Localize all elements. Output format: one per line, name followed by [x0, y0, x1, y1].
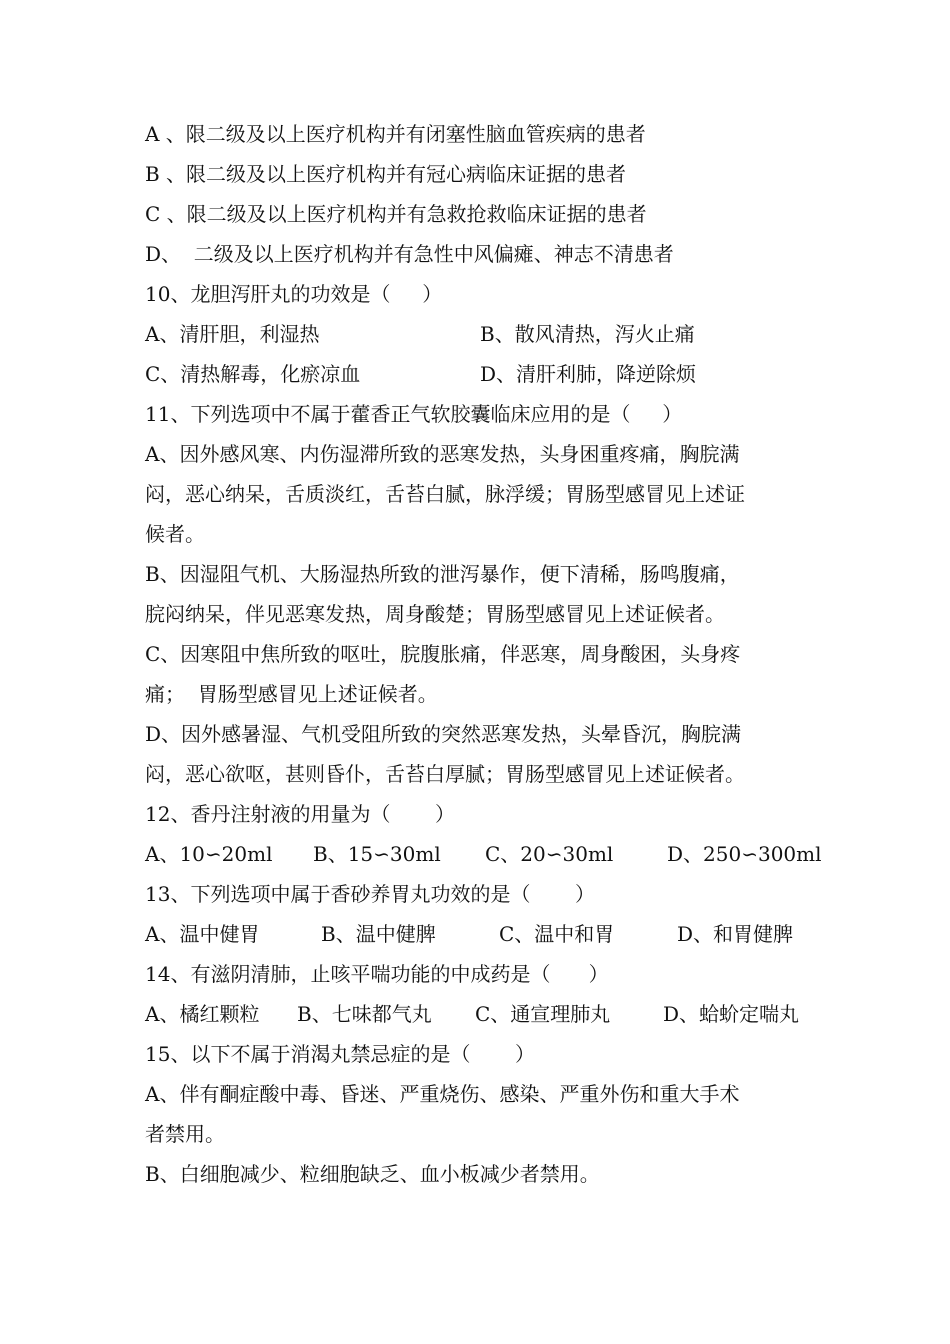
q13-option-c: C、温中和胃: [499, 922, 615, 946]
q9-option-b: B 、限二级及以上医疗机构并有冠心病临床证据的患者: [145, 162, 627, 186]
q12-option-d: D、250∽300ml: [667, 842, 822, 866]
q15-stem: 15、以下不属于消渴丸禁忌症的是（ ）: [145, 1042, 535, 1066]
q12-option-a: A、10∽20ml: [145, 842, 273, 866]
q14-option-c: C、通宣理肺丸: [475, 1002, 611, 1026]
q15-option-a-line-2: 者禁用。: [145, 1122, 225, 1146]
q11-option-d-line-2: 闷，恶心欲呕，甚则昏仆，舌苔白厚腻；胃肠型感冒见上述证候者。: [145, 762, 745, 786]
q13-option-a: A、温中健胃: [145, 922, 260, 946]
q10-options-row-1: [145, 319, 805, 349]
q11-option-c-line-1: C、因寒阻中焦所致的呕吐，脘腹胀痛，伴恶寒，周身酸困，头身疼: [145, 642, 741, 666]
q14-options-row: [145, 999, 815, 1029]
q13-option-d: D、和胃健脾: [677, 922, 794, 946]
q11-option-d-line-1: D、因外感暑湿、气机受阻所致的突然恶寒发热，头晕昏沉，胸脘满: [145, 722, 742, 746]
q12-options-row: [145, 839, 822, 869]
q10-option-a: A、清肝胆，利湿热: [145, 322, 320, 346]
q11-option-c-line-2: 痛； 胃肠型感冒见上述证候者。: [145, 682, 438, 706]
q12-option-b: B、15∽30ml: [313, 842, 441, 866]
q10-option-c: C、清热解毒，化瘀凉血: [145, 362, 361, 386]
q13-stem: 13、下列选项中属于香砂养胃丸功效的是（ ）: [145, 882, 595, 906]
q10-option-d: D、清肝利肺，降逆除烦: [480, 362, 697, 386]
q15-option-b: B、白细胞减少、粒细胞缺乏、血小板减少者禁用。: [145, 1162, 600, 1186]
q11-option-a-line-2: 闷，恶心纳呆，舌质淡红，舌苔白腻，脉浮缓；胃肠型感冒见上述证: [145, 482, 745, 506]
q10-options-row-2: [145, 359, 805, 389]
q14-stem: 14、有滋阴清肺，止咳平喘功能的中成药是（ ）: [145, 962, 609, 986]
q14-option-b: B、七味都气丸: [297, 1002, 432, 1026]
q11-option-b-line-1: B、因湿阻气机、大肠湿热所致的泄泻暴作，便下清稀，肠鸣腹痛，: [145, 562, 740, 586]
q12-option-c: C、20∽30ml: [485, 842, 614, 866]
q11-stem: 11、下列选项中不属于藿香正气软胶囊临床应用的是（ ）: [145, 402, 683, 426]
q14-option-a: A、橘红颗粒: [145, 1002, 260, 1026]
q9-option-d: D、 二级及以上医疗机构并有急性中风偏瘫、神志不清患者: [145, 242, 674, 266]
q9-option-c: C 、限二级及以上医疗机构并有急救抢救临床证据的患者: [145, 202, 647, 226]
q13-option-b: B、温中健脾: [321, 922, 436, 946]
q14-option-d: D、蛤蚧定喘丸: [663, 1002, 800, 1026]
q13-options-row: [145, 919, 815, 949]
q10-stem: 10、龙胆泻肝丸的功效是（ ）: [145, 282, 443, 306]
q9-option-a: A 、限二级及以上医疗机构并有闭塞性脑血管疾病的患者: [145, 122, 646, 146]
q11-option-a-line-1: A、因外感风寒、内伤湿滞所致的恶寒发热，头身困重疼痛，胸脘满: [145, 442, 740, 466]
q11-option-a-line-3: 候者。: [145, 522, 205, 546]
q15-option-a-line-1: A、伴有酮症酸中毒、昏迷、严重烧伤、感染、严重外伤和重大手术: [145, 1082, 740, 1106]
q11-option-b-line-2: 脘闷纳呆，伴见恶寒发热，周身酸楚；胃肠型感冒见上述证候者。: [145, 602, 725, 626]
q10-option-b: B、散风清热，泻火止痛: [480, 322, 695, 346]
q12-stem: 12、香丹注射液的用量为（ ）: [145, 802, 455, 826]
